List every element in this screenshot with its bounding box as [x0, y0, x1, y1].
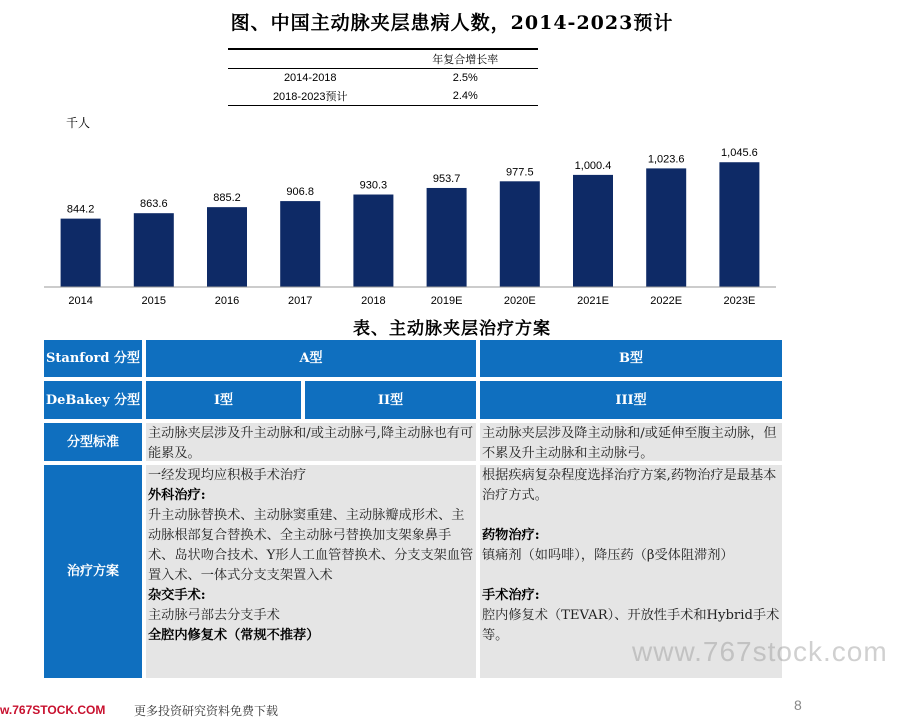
- x-tick-label: 2021E: [577, 295, 609, 307]
- treatment-b-intro: 根据疾病复杂程度选择治疗方案,药物治疗是最基本治疗方式。: [482, 468, 777, 503]
- bar: [573, 175, 613, 287]
- data-label: 863.6: [140, 198, 168, 211]
- treatment-a-intro: 一经发现均应积极手术治疗: [148, 468, 307, 483]
- treatment-label: 治疗方案: [44, 465, 142, 678]
- x-tick-label: 2019E: [430, 295, 463, 307]
- cagr-rate: 2.4%: [392, 87, 538, 106]
- endovascular-text: 全腔内修复术（常规不推荐）: [148, 628, 320, 643]
- bar: [61, 219, 101, 287]
- cagr-period: 2014-2018: [283, 72, 337, 84]
- data-label: 977.5: [506, 166, 534, 179]
- surgery-b-heading: 手术治疗:: [482, 588, 540, 603]
- type-a-header: A型: [146, 340, 476, 377]
- x-tick-label: 2015: [141, 295, 167, 307]
- x-tick-label: 2014: [68, 295, 93, 307]
- page-number: 8: [794, 697, 802, 713]
- bar: [353, 195, 393, 287]
- x-tick-label: 2020E: [503, 295, 536, 307]
- cagr-header: 年复合增长率: [392, 49, 538, 69]
- data-label: 1,000.4: [574, 159, 612, 172]
- surgery-heading: 外科治疗:: [148, 488, 206, 503]
- x-tick-label: 2016: [214, 295, 240, 307]
- hybrid-heading: 杂交手术:: [148, 588, 206, 603]
- data-label: 885.2: [213, 192, 241, 205]
- data-label: 953.7: [432, 172, 461, 185]
- footer-brand[interactable]: w.767STOCK.COM: [0, 703, 106, 717]
- data-label: 1,045.6: [721, 147, 758, 160]
- footer-text: 更多投资研究资料免费下载: [134, 704, 279, 718]
- drug-text: 镇痛剂（如吗啡），降压药（β受体阻滞剂）: [482, 548, 734, 563]
- unit-label: 千人: [66, 116, 91, 130]
- hybrid-text: 主动脉弓部去分支手术: [148, 608, 280, 623]
- criteria-label: 分型标准: [44, 423, 142, 461]
- bar: [134, 213, 174, 287]
- footer: [0, 697, 904, 723]
- bar: [646, 168, 686, 287]
- bar: [280, 201, 320, 287]
- cagr-table: [228, 48, 538, 106]
- criteria-type-b: 主动脉夹层涉及降主动脉和/或延伸至腹主动脉，但不累及升主动脉和主动脉弓。: [480, 423, 782, 461]
- stanford-label: Stanford 分型: [44, 340, 142, 377]
- x-tick-label: 2023E: [723, 295, 756, 307]
- chart-title: 图、中国主动脉夹层患病人数，2014-2023预计: [230, 12, 674, 34]
- data-label: 1,023.6: [647, 153, 685, 166]
- x-tick-label: 2017: [287, 295, 313, 307]
- bar: [207, 207, 247, 287]
- bar: [500, 181, 540, 287]
- type-ii-header: II型: [305, 381, 476, 419]
- data-label: 906.8: [286, 186, 314, 199]
- watermark: www.767stock.com: [632, 636, 888, 667]
- bar: [719, 162, 759, 287]
- treatment-type-a: [146, 465, 476, 678]
- cagr-period-header: [228, 49, 392, 69]
- x-tick-label: 2018: [361, 295, 386, 307]
- data-label: 844.2: [66, 203, 95, 216]
- type-b-header: B型: [480, 340, 782, 377]
- debakey-label: DeBakey 分型: [44, 381, 142, 419]
- criteria-type-a: 主动脉夹层涉及升主动脉和/或主动脉弓,降主动脉也有可能累及。: [146, 423, 476, 461]
- cagr-period: 2018-2023预计: [228, 87, 392, 106]
- type-i-header: I型: [146, 381, 301, 419]
- drug-heading: 药物治疗:: [482, 528, 540, 543]
- data-label: 930.3: [359, 179, 388, 192]
- x-tick-label: 2022E: [650, 295, 683, 307]
- cagr-rate: 2.5%: [452, 72, 478, 84]
- surgery-text: 升主动脉替换术、主动脉窦重建、主动脉瓣成形术、主动脉根部复合替换术、全主动脉弓替换加支架象鼻手术、岛状吻合技术、Y形人工血管替换术、分支支架血管置入术、一体式分支支架置入术: [148, 508, 474, 583]
- surgery-b-text: 腔内修复术（TEVAR）、开放性手术和Hybrid手术等。: [482, 608, 780, 643]
- bar-chart: [0, 125, 904, 315]
- table-title: 表、主动脉夹层治疗方案: [353, 319, 551, 339]
- bar: [427, 188, 467, 287]
- type-iii-header: III型: [480, 381, 782, 419]
